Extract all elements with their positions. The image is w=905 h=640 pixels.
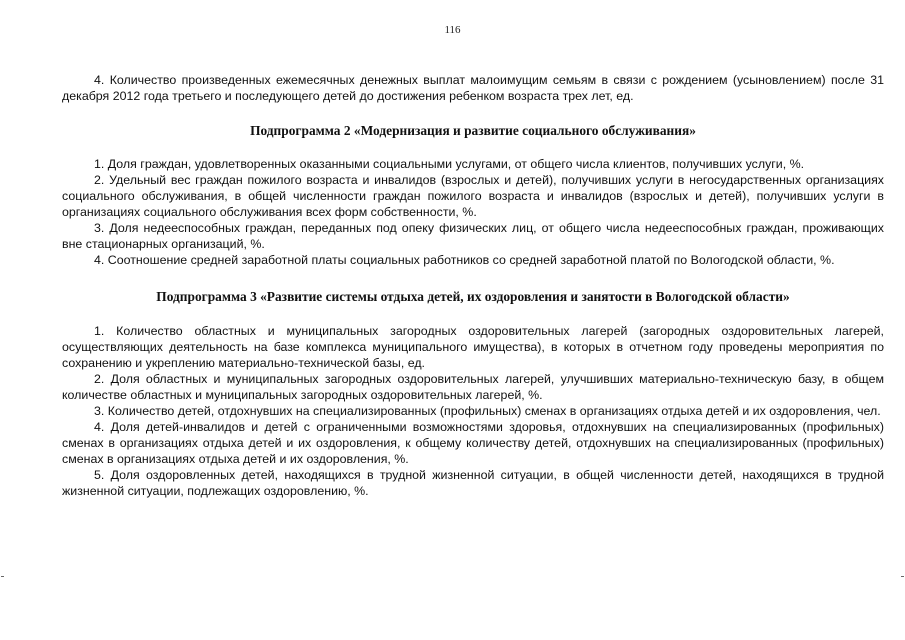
intro-block <box>62 72 884 104</box>
subprogram-3-indicator-5: 5. Доля оздоровленных детей, находящихся в трудной жизненной ситуации, в общей численности детей, находящихся в трудной жизненной ситуации, подлежащих оздоровлению, %. <box>62 468 884 498</box>
subprogram-3-title: Подпрограмма 3 «Развитие системы отдыха детей, их оздоровления и занятости в Вологодской области» <box>156 289 790 304</box>
subprogram-2-title: Подпрограмма 2 «Модернизация и развитие социального обслуживания» <box>250 123 696 138</box>
subprogram-2-indicator-list <box>62 156 884 268</box>
subprogram-2-indicator-4: 4. Соотношение средней заработной платы социальных работников со средней заработной платой по Вологодской области, %. <box>94 253 835 267</box>
subprogram-2-indicator-3: 3. Доля недееспособных граждан, переданных под опеку физических лиц, от общего числа недееспособных граждан, проживающих вне стационарных организаций, %. <box>62 221 884 251</box>
scan-edge-mark-left <box>1 576 4 577</box>
page-number: 116 <box>444 24 461 36</box>
subprogram-3-indicator-list <box>62 323 884 499</box>
subprogram-3-indicator-2: 2. Доля областных и муниципальных загородных оздоровительных лагерей, улучшивших материально-техническую базу, в общем количестве областных и муниципальных загородных оздоровительных лагерей, %. <box>62 372 884 402</box>
subprogram-3-indicator-4: 4. Доля детей-инвалидов и детей с ограниченными возможностями здоровья, отдохнувших на специализированных (профильных) сменах в организациях отдыха детей и их оздоровления, к общему количеству детей, отдохнувших на специализированных (профильных) сменах в организациях отдыха детей и их оздоровления, %. <box>62 420 884 466</box>
scan-edge-mark-right <box>901 576 904 577</box>
subprogram-2-indicator-1: 1. Доля граждан, удовлетворенных оказанными социальными услугами, от общего числа клиентов, получивших услуги, %. <box>94 157 805 171</box>
document-body <box>62 72 884 499</box>
intro-paragraph: 4. Количество произведенных ежемесячных денежных выплат малоимущим семьям в связи с рождением (усыновлением) после 31 декабря 2012 года третьего и последующего детей до достижения ребенком возраста трех лет, ед. <box>62 73 884 103</box>
subprogram-3-indicator-1: 1. Количество областных и муниципальных загородных оздоровительных лагерей (загородных оздоровительных лагерей, осуществляющих деятельность на базе комплекса муниципального имущества), в которых в отчетном году проведены мероприятия по сохранению и укреплению материально-технической базы, ед. <box>62 324 884 370</box>
subprogram-2-indicator-2: 2. Удельный вес граждан пожилого возраста и инвалидов (взрослых и детей), получивших услуги в негосударственных организациях социального обслуживания, в общей численности граждан пожилого возраста и инвалидов (взрослых и детей), получивших услуги в организациях социального обслуживания всех форм собственности, %. <box>62 173 884 219</box>
subprogram-3-indicator-3: 3. Количество детей, отдохнувших на специализированных (профильных) сменах в организациях отдыха детей и их оздоровления, чел. <box>94 404 881 418</box>
